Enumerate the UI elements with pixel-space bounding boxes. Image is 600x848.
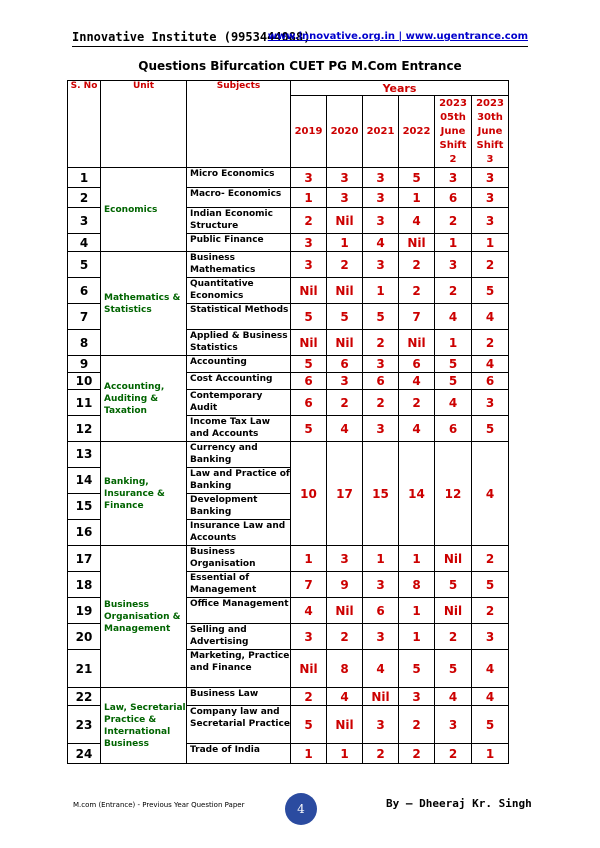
row-number: 17 [68,546,101,572]
subject-cell: Business Mathematics [187,252,291,278]
subject-cell: Statistical Methods [187,304,291,330]
subject-cell: Selling and Advertising [187,624,291,650]
unit-banking: Banking, Insurance & Finance [101,442,187,546]
value-cell: 3 [363,624,399,650]
value-cell: 10 [291,442,327,546]
value-cell: 4 [363,650,399,688]
year-header: 2019 [291,96,327,168]
value-cell: 6 [472,373,509,390]
page-title: Questions Bifurcation CUET PG M.Com Entrance [138,59,462,73]
value-cell: Nil [291,278,327,304]
value-cell: 2 [435,278,472,304]
value-cell: 6 [435,188,472,208]
value-cell: 3 [363,572,399,598]
value-cell: 2 [327,390,363,416]
value-cell: 2 [399,252,435,278]
subject-cell: Business Law [187,688,291,706]
value-cell: 4 [472,356,509,373]
row-number: 6 [68,278,101,304]
value-cell: 2 [399,278,435,304]
value-cell: 1 [435,330,472,356]
value-cell: 5 [472,416,509,442]
table-row [68,252,509,278]
value-cell: 1 [472,744,509,764]
value-cell: 3 [327,188,363,208]
subject-cell: Quantitative Economics [187,278,291,304]
row-number: 21 [68,650,101,688]
value-cell: 2 [472,546,509,572]
value-cell: 4 [399,208,435,234]
value-cell: 1 [399,624,435,650]
value-cell: Nil [399,330,435,356]
value-cell: 3 [472,188,509,208]
value-cell: 5 [399,650,435,688]
value-cell: 5 [435,373,472,390]
value-cell: 5 [472,706,509,744]
value-cell: Nil [291,330,327,356]
row-number: 23 [68,706,101,744]
row-number: 13 [68,442,100,468]
value-cell: Nil [291,650,327,688]
value-cell: 17 [327,442,363,546]
value-cell: 6 [327,356,363,373]
value-cell: 12 [435,442,472,546]
value-cell: 5 [435,650,472,688]
unit-mathematics-statistics: Mathematics & Statistics [101,252,187,356]
banking-subjects [187,442,291,546]
value-cell: 6 [291,373,327,390]
value-cell: 3 [291,252,327,278]
value-cell: 2 [363,744,399,764]
value-cell: 2 [291,208,327,234]
value-cell: 4 [399,373,435,390]
value-cell: 3 [363,252,399,278]
value-cell: 9 [327,572,363,598]
value-cell: 5 [399,168,435,188]
value-cell: Nil [327,208,363,234]
value-cell: 3 [472,168,509,188]
value-cell: Nil [327,278,363,304]
value-cell: 1 [399,188,435,208]
row-number: 1 [68,168,101,188]
value-cell: Nil [435,546,472,572]
row-number: 14 [68,468,100,494]
value-cell: 1 [472,234,509,252]
row-number: 7 [68,304,101,330]
value-cell: 2 [327,624,363,650]
value-cell: 3 [363,706,399,744]
value-cell: Nil [327,598,363,624]
subject-cell: Marketing, Practice and Finance [187,650,291,688]
value-cell: 15 [363,442,399,546]
value-cell: 3 [435,252,472,278]
subject-cell: Cost Accounting [187,373,291,390]
footer-author: By – Dheeraj Kr. Singh [386,797,532,810]
value-cell: 2 [399,706,435,744]
row-number: 4 [68,234,101,252]
value-cell: 1 [327,744,363,764]
value-cell: 6 [363,373,399,390]
row-number: 2 [68,188,101,208]
subject-cell: Business Organisation [187,546,291,572]
year-header-2023-shift3: 2023 30th June Shift 3 [472,96,509,168]
value-cell: 5 [291,706,327,744]
table-row [68,688,509,706]
row-number: 8 [68,330,101,356]
value-cell: Nil [435,598,472,624]
value-cell: 3 [291,234,327,252]
value-cell: 4 [472,442,509,546]
subject-cell: Public Finance [187,234,291,252]
value-cell: 4 [327,416,363,442]
unit-economics: Economics [101,168,187,252]
value-cell: 3 [472,624,509,650]
value-cell: 5 [363,304,399,330]
value-cell: 6 [435,416,472,442]
value-cell: Nil [327,330,363,356]
value-cell: 5 [472,278,509,304]
value-cell: 5 [435,572,472,598]
row-number: 20 [68,624,101,650]
value-cell: 2 [472,252,509,278]
value-cell: 1 [435,234,472,252]
footer-caption: M.com (Entrance) - Previous Year Question Paper [73,801,245,809]
row-number: 9 [68,356,101,373]
value-cell: 4 [435,304,472,330]
year-header-2023-shift2: 2023 05th June Shift 2 [435,96,472,168]
value-cell: 2 [291,688,327,706]
subject-cell: Development Banking [187,494,290,520]
value-cell: 1 [291,546,327,572]
value-cell: 3 [327,373,363,390]
unit-business: Business Organisation & Management [101,546,187,688]
value-cell: 1 [399,598,435,624]
row-number: 15 [68,494,100,520]
value-cell: 3 [363,356,399,373]
value-cell: 3 [291,624,327,650]
value-cell: 4 [399,416,435,442]
col-subjects-header: Subjects [187,81,291,168]
subject-cell: Law and Practice of Banking [187,468,290,494]
subject-cell: Company law and Secretarial Practice [187,706,291,744]
value-cell: 4 [363,234,399,252]
value-cell: Nil [399,234,435,252]
institute-name: Innovative Institute (9953444088) [72,30,311,44]
value-cell: 3 [363,208,399,234]
col-sno-header: S. No [68,81,101,168]
row-number: 10 [68,373,101,390]
subject-cell: Office Management [187,598,291,624]
value-cell: 3 [327,546,363,572]
year-header: 2022 [399,96,435,168]
col-years-header: Years [291,81,509,96]
value-cell: 2 [363,330,399,356]
value-cell: 5 [472,572,509,598]
value-cell: 4 [472,650,509,688]
value-cell: 3 [435,168,472,188]
value-cell: 1 [363,278,399,304]
subject-cell: Trade of India [187,744,291,764]
value-cell: 5 [291,416,327,442]
value-cell: 2 [399,744,435,764]
value-cell: 7 [399,304,435,330]
table-row-banking [68,442,509,546]
value-cell: 2 [327,252,363,278]
value-cell: 2 [399,390,435,416]
value-cell: 1 [399,546,435,572]
value-cell: 5 [291,304,327,330]
unit-accounting: Accounting, Auditing & Taxation [101,356,187,442]
value-cell: 3 [363,416,399,442]
value-cell: 6 [363,598,399,624]
row-number: 19 [68,598,101,624]
value-cell: 8 [399,572,435,598]
subject-cell: Essential of Management [187,572,291,598]
value-cell: 6 [291,390,327,416]
value-cell: 3 [472,390,509,416]
value-cell: 5 [291,356,327,373]
value-cell: 2 [472,330,509,356]
table-row [68,546,509,572]
value-cell: 4 [435,688,472,706]
value-cell: 1 [327,234,363,252]
subject-cell: Contemporary Audit [187,390,291,416]
value-cell: 2 [363,390,399,416]
subject-cell: Macro- Economics [187,188,291,208]
value-cell: 1 [291,188,327,208]
row-number: 22 [68,688,101,706]
unit-law: Law, Secretarial Practice & International Business [101,688,187,764]
value-cell: 1 [291,744,327,764]
page-header [72,30,528,47]
value-cell: 1 [363,546,399,572]
table-row [68,356,509,373]
subject-cell: Accounting [187,356,291,373]
row-number: 12 [68,416,101,442]
value-cell: 2 [435,208,472,234]
value-cell: 2 [435,624,472,650]
value-cell: 4 [291,598,327,624]
subject-cell: Micro Economics [187,168,291,188]
subject-cell: Currency and Banking [187,442,290,468]
value-cell: Nil [327,706,363,744]
year-header: 2021 [363,96,399,168]
subject-cell: Income Tax Law and Accounts [187,416,291,442]
value-cell: 3 [435,706,472,744]
value-cell: 4 [435,390,472,416]
page-number: 4 [285,793,317,825]
value-cell: 2 [435,744,472,764]
value-cell: 3 [291,168,327,188]
subject-cell: Insurance Law and Accounts [190,521,286,543]
value-cell: 3 [363,188,399,208]
row-number: 5 [68,252,101,278]
subject-cell: Applied & Business Statistics [187,330,291,356]
row-number: 16 [75,525,93,539]
row-number: 24 [68,744,101,764]
value-cell: 5 [435,356,472,373]
value-cell: 4 [472,688,509,706]
table-row [68,168,509,188]
row-number: 3 [68,208,101,234]
year-header: 2020 [327,96,363,168]
value-cell: 3 [399,688,435,706]
value-cell: 6 [399,356,435,373]
question-table [67,80,509,764]
value-cell: 5 [327,304,363,330]
col-unit-header: Unit [101,81,187,168]
value-cell: 14 [399,442,435,546]
website-links[interactable]: www.innovative.org.in | www.ugentrance.com [267,31,528,42]
value-cell: 3 [472,208,509,234]
value-cell: 3 [363,168,399,188]
value-cell: 4 [472,304,509,330]
value-cell: 2 [472,598,509,624]
subject-cell: Indian Economic Structure [187,208,291,234]
banking-row-numbers [68,442,101,546]
value-cell: 8 [327,650,363,688]
row-number: 11 [68,390,101,416]
value-cell: 4 [327,688,363,706]
value-cell: 7 [291,572,327,598]
value-cell: 3 [327,168,363,188]
value-cell: Nil [363,688,399,706]
row-number: 18 [68,572,101,598]
